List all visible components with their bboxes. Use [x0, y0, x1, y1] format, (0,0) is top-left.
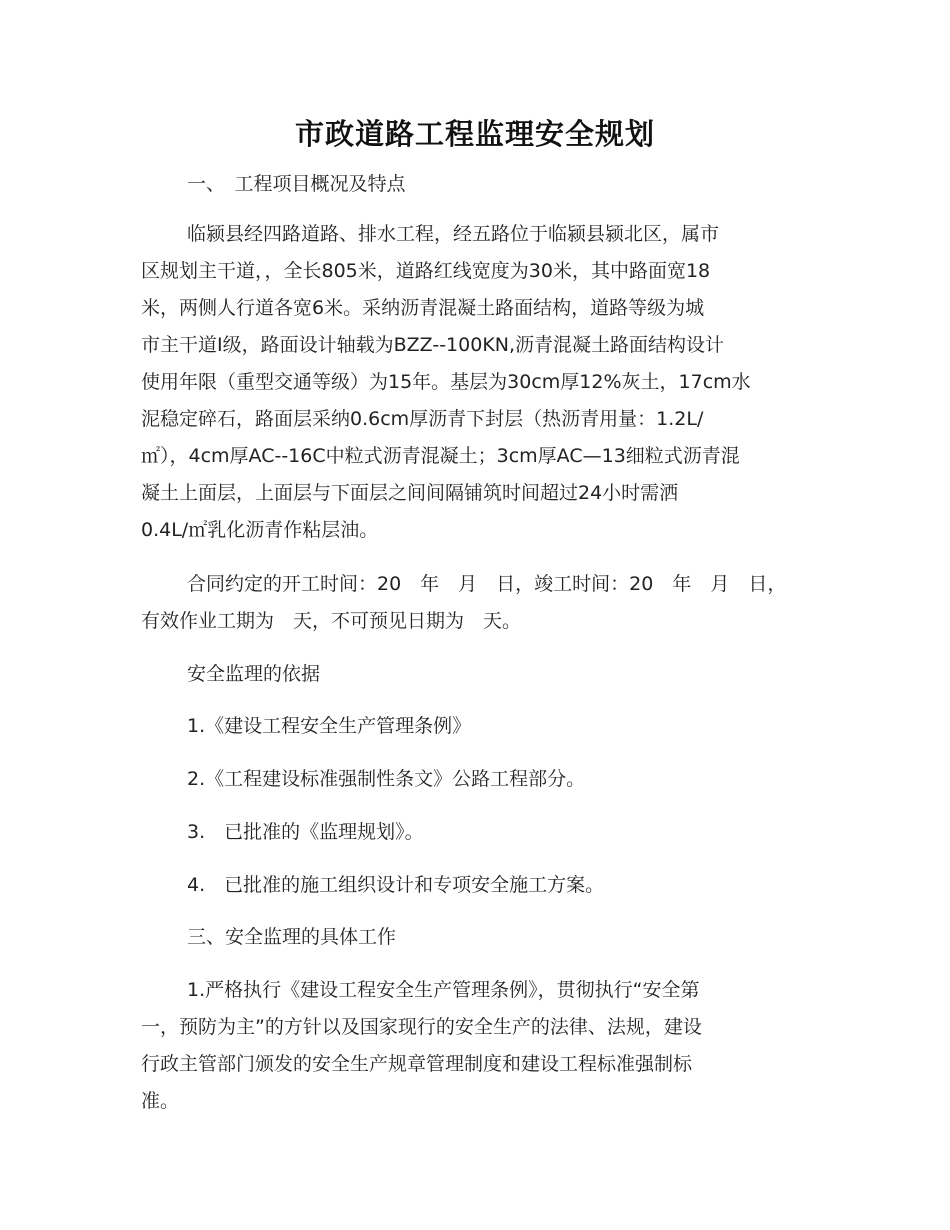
- paragraph-line: 准。: [141, 1090, 180, 1112]
- basis-item: 4. 已批准的施工组织设计和专项安全施工方案。: [187, 874, 605, 896]
- paragraph-line: 行政主管部门颁发的安全生产规章管理制度和建设工程标准强制标: [141, 1053, 693, 1075]
- basis-heading: 安全监理的依据: [187, 663, 321, 685]
- paragraph-line: 凝土上面层，上面层与下面层之间间隔铺筑时间超过24小时需洒: [141, 482, 679, 504]
- paragraph-line: 临颍县经四路道路、排水工程，经五路位于临颍县颍北区，属市: [187, 223, 720, 245]
- overview-paragraph: [141, 216, 811, 549]
- paragraph-line: 1.严格执行《建设工程安全生产管理条例》，贯彻执行“安全第: [187, 979, 700, 1001]
- paragraph-line: 0.4L/㎡乳化沥青作粘层油。: [141, 519, 379, 541]
- paragraph-line: 有效作业工期为 天，不可预见日期为 天。: [141, 610, 522, 632]
- paragraph-line: 合同约定的开工时间：20 年 月 日，竣工时间：20 年 月 日，: [187, 573, 787, 595]
- section-heading-overview: 一、 工程项目概况及特点: [187, 173, 406, 195]
- schedule-paragraph: [141, 566, 811, 640]
- paragraph-line: 一，预防为主”的方针以及国家现行的安全生产的法律、法规，建设: [141, 1016, 702, 1038]
- paragraph-line: 市主干道Ⅰ级，路面设计轴载为BZZ--100KN,沥青混凝土路面结构设计: [141, 334, 725, 356]
- basis-item: 2.《工程建设标准强制性条文》公路工程部分。: [187, 768, 586, 790]
- section-heading-work: 三、安全监理的具体工作: [187, 926, 397, 948]
- work-paragraph: [141, 972, 811, 1120]
- paragraph-line: ㎡），4cm厚AC--16C中粒式沥青混凝土；3cm厚AC—13细粒式沥青混: [141, 445, 740, 467]
- document-title: 市政道路工程监理安全规划: [294, 117, 655, 151]
- paragraph-line: 区规划主干道，，全长805米，道路红线宽度为30米，其中路面宽18: [141, 260, 711, 282]
- paragraph-line: 泥稳定碎石，路面层采纳0.6cm厚沥青下封层（热沥青用量：1.2L/: [141, 408, 704, 430]
- paragraph-line: 米，两侧人行道各宽6米。采纳沥青混凝土路面结构，道路等级为城: [141, 297, 705, 319]
- basis-item: 3. 已批准的《监理规划》。: [187, 821, 424, 843]
- basis-item: 1.《建设工程安全生产管理条例》: [187, 715, 472, 737]
- paragraph-line: 使用年限（重型交通等级）为15年。基层为30cm厚12%灰土，17cm水: [141, 371, 751, 393]
